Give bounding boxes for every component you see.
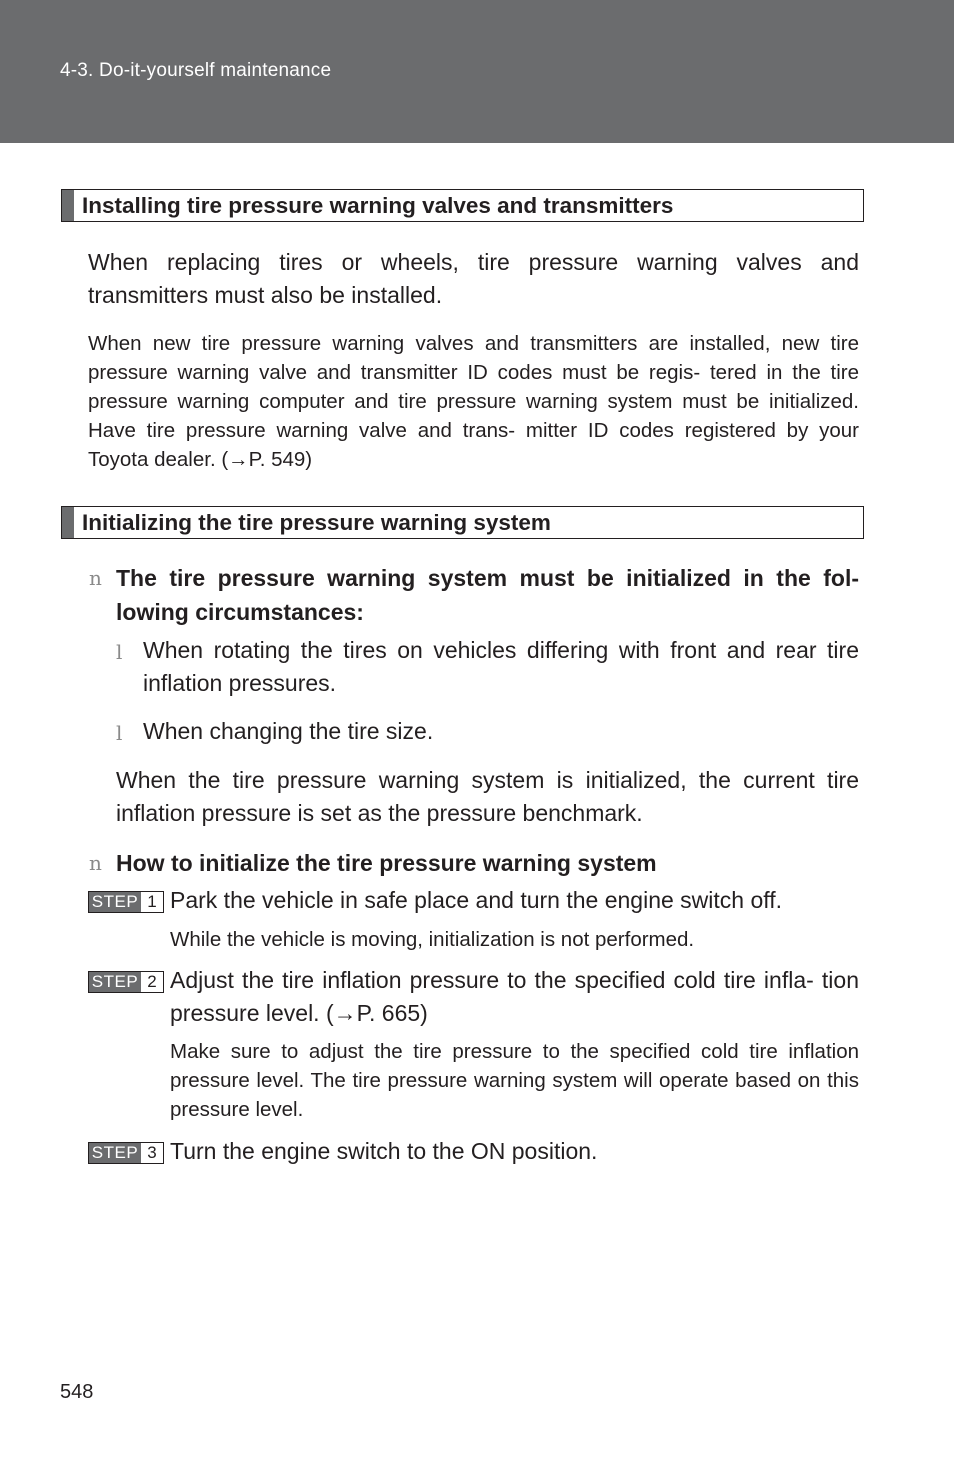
bullet-marker-l: l <box>116 640 123 664</box>
step-text: Park the vehicle in safe place and turn the engine switch off. <box>170 887 783 913</box>
bullet-marker-n: n <box>89 566 102 590</box>
section-title: Installing tire pressure warning valves and transmitters <box>82 193 674 218</box>
step-number: 1 <box>147 892 157 911</box>
circumstance-item: When changing the tire size. <box>143 718 434 744</box>
header-band <box>0 0 954 143</box>
chapter-label: 4-3. Do-it-yourself maintenance <box>60 60 332 81</box>
heading-bar <box>62 190 74 221</box>
section-heading-initializing <box>61 506 864 539</box>
step-note: While the vehicle is moving, initialization is not performed. <box>170 928 695 951</box>
step-number: 3 <box>147 1143 157 1162</box>
benchmark-note: When the tire pressure warning system is initialized, the current tire inflation pressure is set as the pressure benchmark. <box>116 767 859 826</box>
step-text: Turn the engine switch to the ON position. <box>170 1138 598 1164</box>
step-label: STEP <box>89 1143 141 1163</box>
step-badge-3 <box>88 1142 164 1164</box>
circumstances-heading: The tire pressure warning system must be initialized in the fol- lowing circumstances: <box>116 565 859 625</box>
page-number: 548 <box>60 1381 94 1403</box>
step-note: Make sure to adjust the tire pressure to the specified cold tire inflation pressure level. The tire pressure warning system will operate based on this pressure level. <box>170 1040 859 1121</box>
circumstance-item: When rotating the tires on vehicles differing with front and rear tire inflation pressures. <box>143 637 859 696</box>
intro-paragraph: When replacing tires or wheels, tire pressure warning valves and transmitters must also be installed. <box>88 249 859 308</box>
step-label: STEP <box>89 892 141 912</box>
step-badge-2 <box>88 971 164 993</box>
step-badge-1 <box>88 891 164 913</box>
step-label: STEP <box>89 972 141 992</box>
howto-heading: How to initialize the tire pressure warning system <box>116 850 657 876</box>
heading-bar <box>62 507 74 538</box>
bullet-marker-l: l <box>116 721 123 745</box>
detail-paragraph: When new tire pressure warning valves and transmitters are installed, new tire pressure warning valve and transmitter ID codes must be regis- tered in the tire pressure warning computer and tire pressure warning system must be initialized. Have tire pressure warning valve and trans- mitter ID codes registered by your Toyota dealer. (→P. 549) <box>88 332 859 471</box>
section-title: Initializing the tire pressure warning system <box>82 510 551 535</box>
step-text: Adjust the tire inflation pressure to the specified cold tire infla- tion pressure level. (→P. 665) <box>170 967 859 1026</box>
section-heading-installing <box>61 189 864 222</box>
step-number: 2 <box>147 972 157 991</box>
bullet-marker-n: n <box>89 851 102 875</box>
